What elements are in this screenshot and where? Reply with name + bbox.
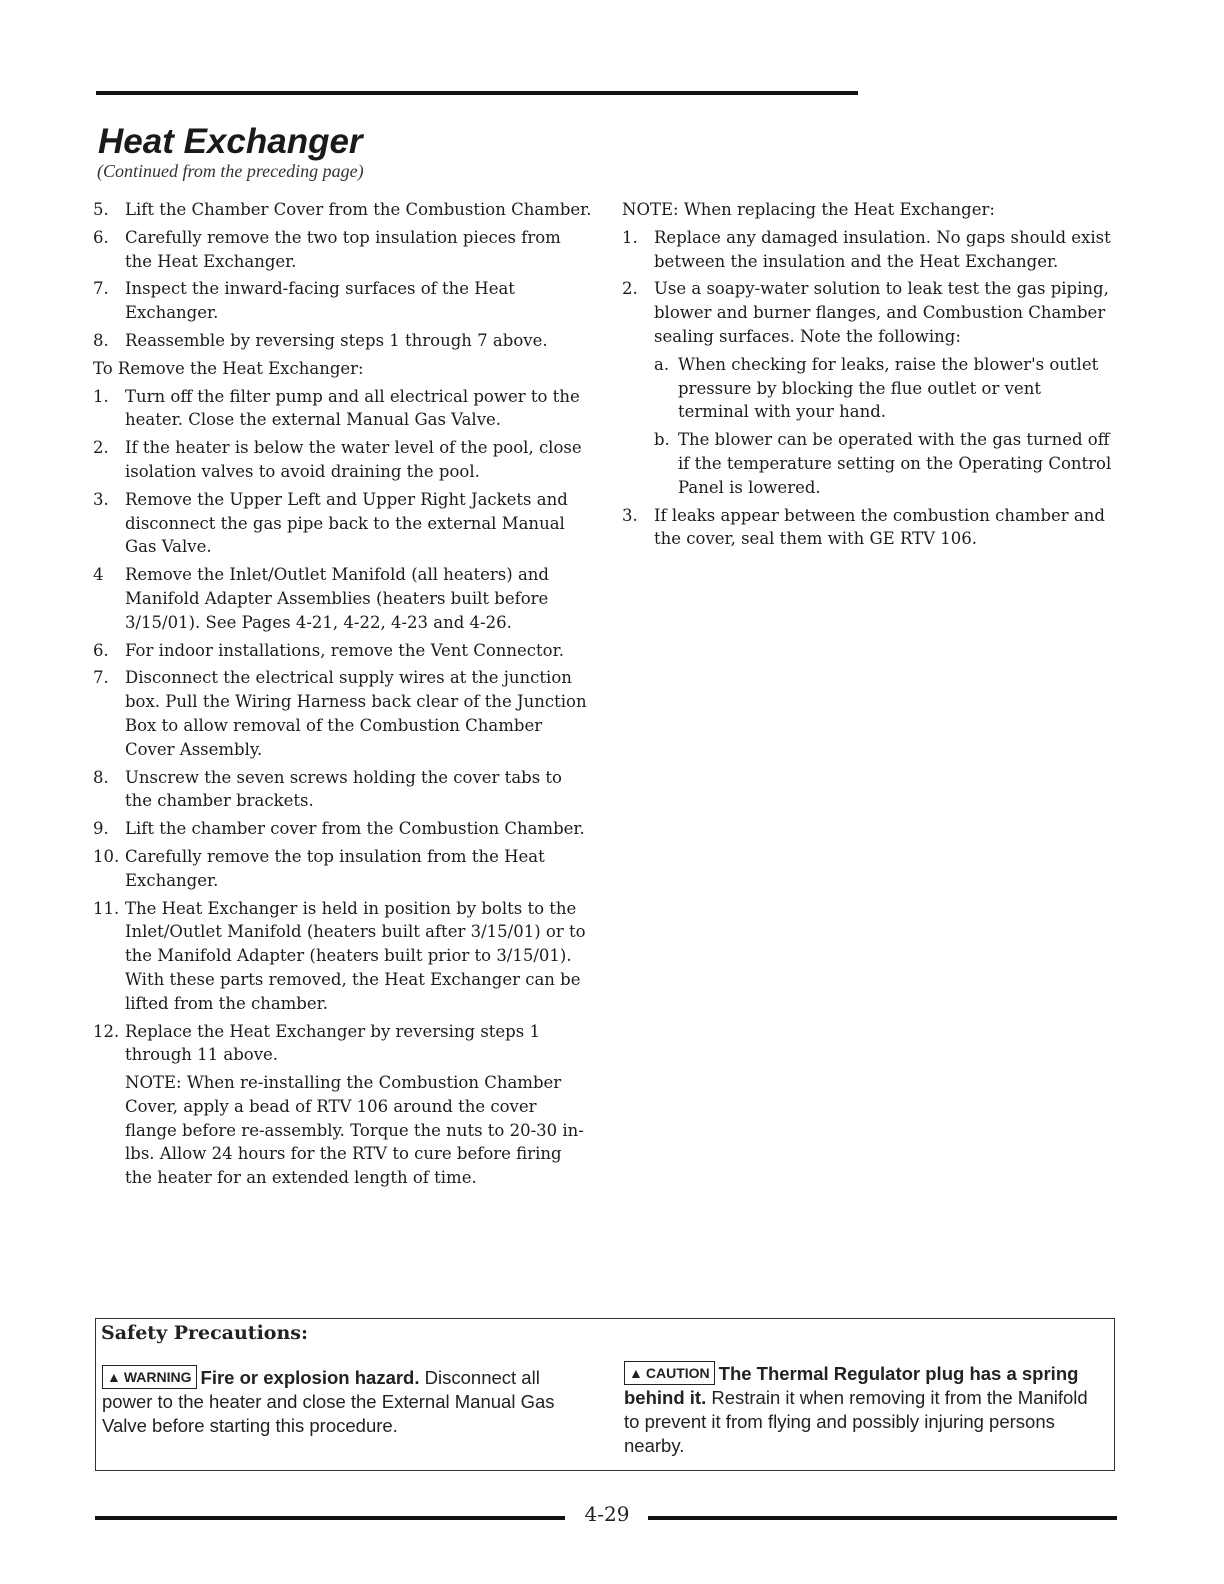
item-number: 2.: [622, 279, 638, 299]
caution-bold-text: The Thermal Regulator plug has a spring behind it.: [624, 1363, 1079, 1408]
remove-heading: To Remove the Heat Exchanger:: [93, 358, 364, 378]
item-number: 3.: [622, 505, 638, 525]
item-text: If the heater is below the water level of the pool, close isolation valves to avoid draining the pool.: [125, 438, 582, 481]
safety-title: Safety Precautions:: [101, 1322, 308, 1344]
caution-text: Restrain it when removing it from the Manifold to prevent it from flying and possibly injuring persons nearby.: [624, 1387, 1088, 1456]
warning-triangle-icon: ▲: [629, 1365, 643, 1381]
sub-list-item: [654, 428, 1112, 499]
list-item: [93, 226, 593, 274]
item-number: 3.: [93, 489, 109, 509]
page-number: 4-29: [584, 1502, 630, 1526]
item-text: Lift the chamber cover from the Combustion Chamber.: [125, 819, 585, 839]
warning-badge: [102, 1365, 197, 1389]
list-item: [93, 198, 593, 222]
list-item: [93, 329, 593, 353]
item-text: Carefully remove the two top insulation pieces from the Heat Exchanger.: [125, 227, 561, 271]
caution-badge: [624, 1361, 715, 1385]
note-text: When re-installing the Combustion Chamber Cover, apply a bead of RTV 106 around the cover flange before re-assembly. Torque the nuts to 20-30 in-lbs. Allow 24 hours for the RTV to cure before firing the heater for an extended length of time.: [125, 1073, 584, 1188]
warning-triangle-icon: ▲: [107, 1369, 121, 1385]
item-number: 7.: [93, 279, 109, 299]
list-item: [93, 488, 593, 559]
item-text: Unscrew the seven screws holding the cover tabs to the chamber brackets.: [125, 767, 562, 811]
list-item: [622, 504, 1112, 552]
item-number: 6.: [93, 227, 109, 247]
list-item: [93, 639, 593, 663]
list-item: [93, 897, 593, 1016]
list-item: [93, 385, 593, 433]
left-column: [93, 198, 593, 1190]
item-number: 1.: [93, 386, 109, 406]
item-number: 5.: [93, 200, 109, 219]
list-item: [622, 226, 1112, 274]
list-item: [93, 666, 593, 761]
list-item: [93, 1020, 593, 1068]
safety-precautions-box: [95, 1318, 1115, 1471]
warning-block: [102, 1365, 592, 1438]
replace-note-heading: NOTE: When replacing the Heat Exchanger:: [622, 200, 995, 219]
right-column: [622, 198, 1112, 555]
item-text: Disconnect the electrical supply wires at the junction box. Pull the Wiring Harness back clear of the Junction Box to allow removal of the Combustion Chamber Cover Assembly.: [125, 668, 587, 759]
list-item: [93, 845, 593, 893]
page-title: Heat Exchanger: [98, 122, 363, 161]
item-number: 6.: [93, 640, 109, 660]
item-text: Replace any damaged insulation. No gaps should exist between the insulation and the Heat Exchanger.: [654, 227, 1111, 271]
item-number: 9.: [93, 819, 109, 839]
item-number: 8.: [93, 330, 109, 350]
item-text: For indoor installations, remove the Vent Connector.: [125, 640, 564, 660]
item-text: Use a soapy-water solution to leak test the gas piping, blower and burner flanges, and Combustion Chamber sealing surfaces. Note the following:: [654, 279, 1109, 346]
reinstall-note: [125, 1071, 593, 1190]
item-number: 2.: [93, 438, 109, 458]
caution-block: [624, 1361, 1094, 1458]
sub-list-item: [654, 353, 1112, 424]
item-text: The Heat Exchanger is held in position by bolts to the Inlet/Outlet Manifold (heaters built after 3/15/01) or to the Manifold Adapter (heaters built prior to 3/15/01). With these parts removed, the Heat Exchanger can be lifted from the chamber.: [125, 898, 586, 1013]
item-text: Inspect the inward-facing surfaces of the Heat Exchanger.: [125, 279, 515, 323]
list-item: [93, 766, 593, 814]
item-number: b.: [654, 430, 670, 450]
item-text: Reassemble by reversing steps 1 through 7 above.: [125, 330, 548, 350]
item-text: Remove the Inlet/Outlet Manifold (all heaters) and Manifold Adapter Assemblies (heaters built before 3/15/01). See Pages 4-21, 4-22, 4-23 and 4-26.: [125, 565, 549, 632]
top-rule: [96, 91, 858, 95]
list-item: [622, 277, 1112, 348]
warning-badge-label: WARNING: [123, 1369, 192, 1385]
item-text: Remove the Upper Left and Upper Right Jackets and disconnect the gas pipe back to the external Manual Gas Valve.: [125, 489, 568, 557]
item-text: The blower can be operated with the gas turned off if the temperature setting on the Operating Control Panel is lowered.: [678, 430, 1112, 497]
item-number: 10.: [93, 846, 120, 866]
item-number: 12.: [93, 1021, 120, 1041]
item-text: If leaks appear between the combustion chamber and the cover, seal them with GE RTV 106.: [654, 505, 1105, 549]
list-item: [93, 817, 593, 841]
warning-text: Disconnect all power to the heater and close the External Manual Gas Valve before starting this procedure.: [102, 1367, 555, 1436]
list-item: [93, 277, 593, 325]
warning-bold-text: Fire or explosion hazard.: [200, 1367, 420, 1388]
page-subtitle: (Continued from the preceding page): [97, 161, 364, 181]
item-number: 4: [93, 565, 104, 585]
list-item: [93, 436, 593, 484]
note-label: NOTE:: [125, 1073, 182, 1093]
footer-rule-right: [648, 1516, 1117, 1520]
item-number: a.: [654, 354, 670, 374]
item-text: Replace the Heat Exchanger by reversing steps 1 through 11 above.: [125, 1021, 540, 1065]
caution-badge-label: CAUTION: [645, 1365, 710, 1381]
item-number: 8.: [93, 767, 109, 787]
item-text: When checking for leaks, raise the blower's outlet pressure by blocking the flue outlet or vent terminal with your hand.: [678, 354, 1099, 422]
item-text: Carefully remove the top insulation from the Heat Exchanger.: [125, 846, 545, 890]
footer-rule-left: [95, 1516, 565, 1520]
item-text: Lift the Chamber Cover from the Combustion Chamber.: [125, 200, 592, 219]
list-item: [93, 563, 593, 634]
item-text: Turn off the filter pump and all electrical power to the heater. Close the external Manual Gas Valve.: [125, 386, 580, 430]
item-number: 11.: [93, 898, 120, 918]
item-number: 7.: [93, 668, 109, 688]
item-number: 1.: [622, 227, 638, 247]
